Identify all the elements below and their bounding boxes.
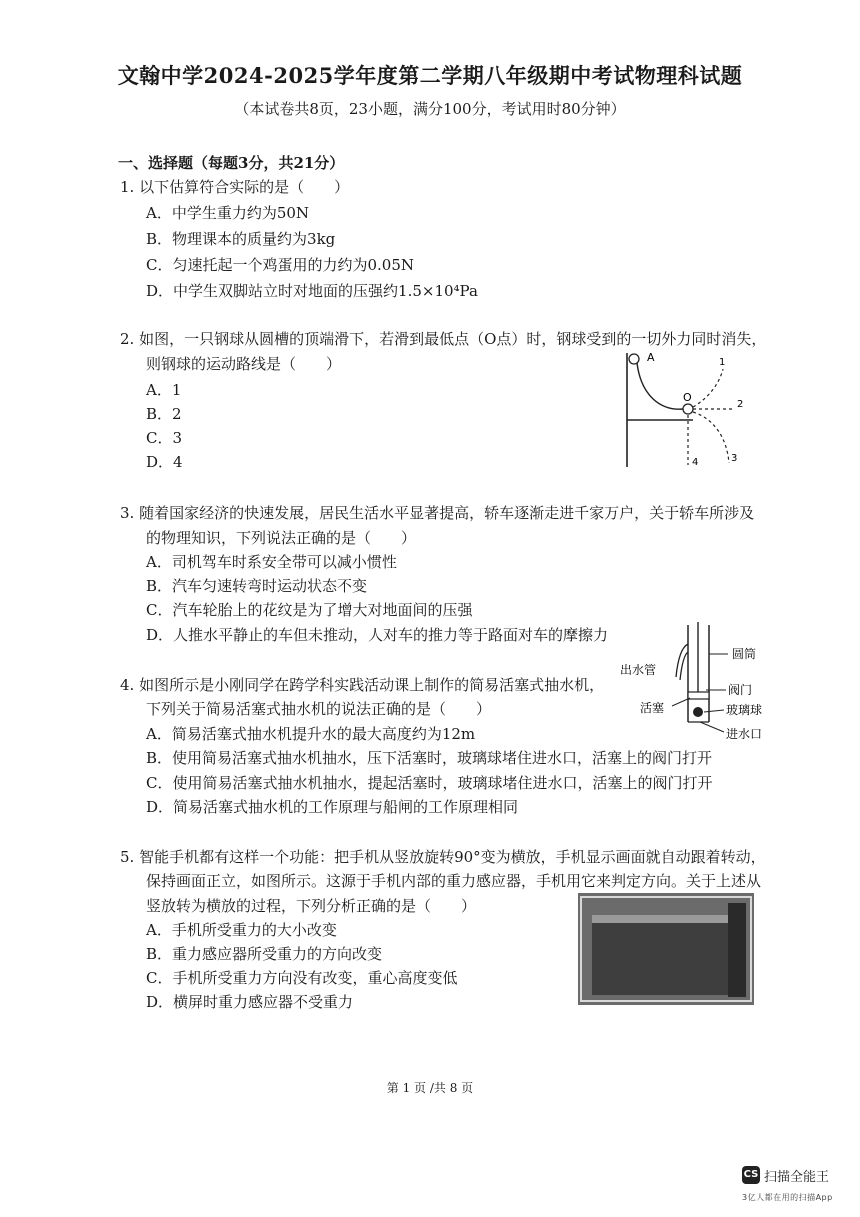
label-cylinder: 圆筒 (732, 647, 757, 661)
phone-side (728, 903, 746, 997)
ball-track-figure (615, 345, 765, 473)
outlet-pipe-inner (680, 652, 688, 680)
phone-screen (592, 915, 742, 995)
scanner-logo-icon: CS (742, 1166, 760, 1184)
glass-ball (693, 707, 703, 717)
piston (688, 692, 709, 699)
question-stem-line2: 保持画面正立，如图所示。这源于手机内部的重力感应器，手机用它来判定方向。关于上述从 (146, 872, 762, 890)
label-1: 1 (719, 357, 726, 368)
option-a: A．1 (146, 381, 182, 399)
option-d: D．4 (146, 453, 183, 471)
question-stem: 3. 随着国家经济的快速发展，居民生活水平显著提高，轿车逐渐走进千家万户，关于轿车所涉及 (120, 504, 755, 522)
ball-at-top (629, 354, 639, 364)
outlet-pipe (676, 644, 688, 677)
question-stem-line2: 则钢球的运动路线是（ ） (146, 355, 342, 373)
option-b: B．重力感应器所受重力的方向改变 (146, 945, 383, 963)
option-d: D．人推水平静止的车但未推动，人对车的推力等于路面对车的摩擦力 (146, 626, 609, 644)
option-d: D．中学生双脚站立时对地面的压强约1.5×10⁴Pa (146, 282, 478, 300)
ball-at-o (683, 404, 693, 414)
label-a: A (647, 351, 655, 364)
question-stem-line2: 下列关于简易活塞式抽水机的说法正确的是（ ） (146, 700, 492, 718)
label-valve: 阀门 (728, 683, 753, 697)
option-a: A．手机所受重力的大小改变 (146, 921, 337, 939)
ball-pointer (704, 710, 724, 712)
scanner-tagline: 3亿人都在用的扫描App (742, 1193, 833, 1202)
option-c: C．匀速托起一个鸡蛋用的力约为0.05N (146, 256, 415, 274)
path-3 (693, 412, 729, 463)
option-c: C．手机所受重力方向没有改变，重心高度变低 (146, 969, 458, 987)
option-d: D．简易活塞式抽水机的工作原理与船闸的工作原理相同 (146, 798, 519, 816)
screen-top-band (592, 915, 742, 923)
option-b: B．物理课本的质量约为3kg (146, 230, 336, 248)
pump-figure (618, 622, 818, 747)
option-a: A．司机驾车时系安全带可以减小惯性 (146, 553, 397, 571)
phone-photo (578, 893, 754, 1005)
label-outlet: 出水管 (620, 663, 657, 677)
label-4: 4 (692, 457, 699, 468)
option-c: C．汽车轮胎上的花纹是为了增大对地面间的压强 (146, 601, 473, 619)
option-b: B．汽车匀速转弯时运动状态不变 (146, 577, 368, 595)
path-1 (693, 369, 723, 407)
inlet-pointer (700, 722, 724, 732)
label-o: O (683, 391, 692, 404)
question-stem: 4. 如图所示是小刚同学在跨学科实践活动课上制作的简易活塞式抽水机， (120, 676, 605, 694)
page-footer: 第 1 页 /共 8 页 (386, 1081, 474, 1095)
label-ball: 玻璃球 (726, 703, 763, 717)
option-a: A．中学生重力约为50N (146, 204, 310, 222)
label-2: 2 (737, 399, 744, 410)
exam-title: 文翰中学2024-2025学年度第二学期八年级期中考试物理科试题 (117, 63, 743, 88)
label-piston: 活塞 (640, 701, 665, 715)
option-d: D．横屏时重力感应器不受重力 (146, 993, 354, 1011)
option-b: B．使用简易活塞式抽水机抽水，压下活塞时，玻璃球堵住进水口，活塞上的阀门打开 (146, 749, 713, 767)
option-c: C．使用简易活塞式抽水机抽水，提起活塞时，玻璃球堵住进水口，活塞上的阀门打开 (146, 774, 713, 792)
question-stem-line3: 竖放转为横放的过程，下列分析正确的是（ ） (146, 897, 477, 915)
question-stem: 1. 以下估算符合实际的是（ ） (120, 178, 350, 196)
option-a: A．简易活塞式抽水机提升水的最大高度约为12m (146, 725, 476, 743)
option-c: C．3 (146, 429, 183, 447)
option-b: B．2 (146, 405, 182, 423)
groove-curve (637, 363, 683, 409)
section-heading: 一、选择题（每题3分，共21分） (118, 154, 345, 172)
label-inlet: 进水口 (726, 727, 763, 741)
question-stem: 2. 如图，一只钢球从圆槽的顶端滑下，若滑到最低点（O点）时，钢球受到的一切外力同时消失， (120, 330, 767, 348)
label-3: 3 (731, 453, 738, 464)
scanner-app-name: 扫描全能王 (764, 1170, 830, 1185)
exam-subtitle: （本试卷共8页，23小题，满分100分，考试用时80分钟） (234, 100, 626, 118)
question-stem-line2: 的物理知识，下列说法正确的是（ ） (146, 529, 417, 547)
question-stem: 5. 智能手机都有这样一个功能：把手机从竖放旋转90°变为横放，手机显示画面就自动跟着转动， (120, 848, 766, 866)
